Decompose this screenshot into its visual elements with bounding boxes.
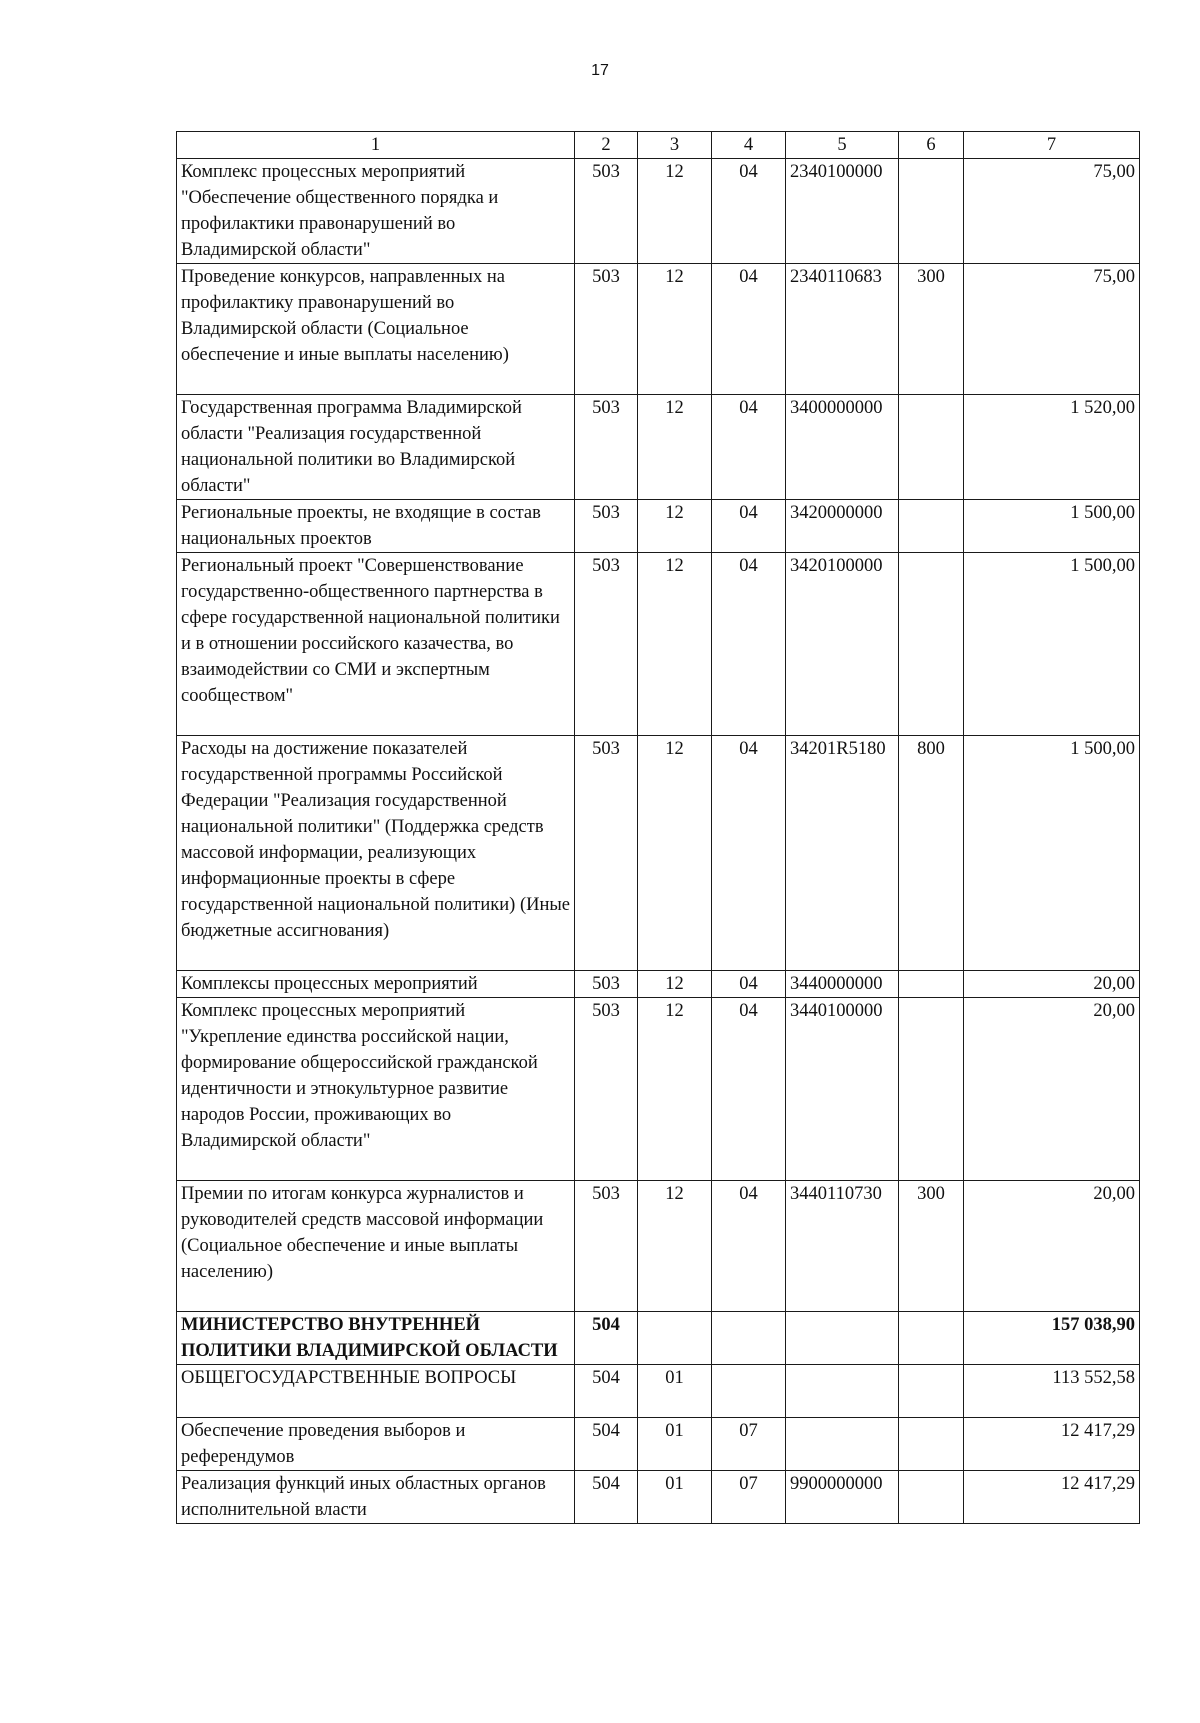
- cell-csr: [786, 1365, 899, 1418]
- cell-pr: 04: [712, 395, 786, 500]
- cell-pr: 04: [712, 553, 786, 736]
- cell-ved: 503: [575, 500, 638, 553]
- cell-ved: 503: [575, 1181, 638, 1312]
- table-row: [177, 1365, 1140, 1418]
- table-row: [177, 736, 1140, 971]
- cell-sum: 20,00: [964, 1181, 1140, 1312]
- cell-sum: 1 520,00: [964, 395, 1140, 500]
- cell-csr: 3440100000: [786, 998, 899, 1181]
- cell-ved: 503: [575, 395, 638, 500]
- cell-name: Комплекс процессных мероприятий "Обеспечение общественного порядка и профилактики правонарушений во Владимирской области": [177, 159, 575, 264]
- cell-sum: 1 500,00: [964, 500, 1140, 553]
- cell-csr: 3420000000: [786, 500, 899, 553]
- cell-sum: 20,00: [964, 998, 1140, 1181]
- cell-rz: 01: [638, 1418, 712, 1471]
- header-col-3: 3: [638, 132, 712, 159]
- budget-table: [176, 131, 1140, 1524]
- cell-pr: 07: [712, 1418, 786, 1471]
- cell-rz: 12: [638, 500, 712, 553]
- cell-name: МИНИСТЕРСТВО ВНУТРЕННЕЙ ПОЛИТИКИ ВЛАДИМИРСКОЙ ОБЛАСТИ: [177, 1312, 575, 1365]
- cell-csr: 2340110683: [786, 264, 899, 395]
- cell-csr: [786, 1418, 899, 1471]
- cell-sum: 75,00: [964, 159, 1140, 264]
- cell-name: Региональный проект "Совершенствование государственно-общественного партнерства в сфере государственной национальной политики и в отношении российского казачества, во взаимодействии со СМИ и экспертным сообществом": [177, 553, 575, 736]
- cell-vr: [899, 1471, 964, 1524]
- page-number: 17: [591, 62, 609, 79]
- table-row: [177, 500, 1140, 553]
- table-header: [177, 132, 1140, 159]
- cell-ved: 503: [575, 264, 638, 395]
- table-body: [177, 159, 1140, 1524]
- cell-rz: 12: [638, 159, 712, 264]
- cell-csr: 9900000000: [786, 1471, 899, 1524]
- cell-csr: 34201R5180: [786, 736, 899, 971]
- cell-name: Расходы на достижение показателей государственной программы Российской Федерации "Реализация государственной национальной политики" (Поддержка средств массовой информации, реализующих информационные проекты в сфере государственной национальной политики) (Иные бюджетные ассигнования): [177, 736, 575, 971]
- cell-rz: 01: [638, 1471, 712, 1524]
- cell-sum: 157 038,90: [964, 1312, 1140, 1365]
- header-col-7: 7: [964, 132, 1140, 159]
- header-col-6: 6: [899, 132, 964, 159]
- cell-rz: 12: [638, 553, 712, 736]
- cell-name: Региональные проекты, не входящие в состав национальных проектов: [177, 500, 575, 553]
- cell-sum: 113 552,58: [964, 1365, 1140, 1418]
- table-row: [177, 264, 1140, 395]
- cell-ved: 503: [575, 736, 638, 971]
- cell-csr: 2340100000: [786, 159, 899, 264]
- cell-pr: 04: [712, 971, 786, 998]
- header-col-5: 5: [786, 132, 899, 159]
- header-col-2: 2: [575, 132, 638, 159]
- cell-name: Комплексы процессных мероприятий: [177, 971, 575, 998]
- table-row: [177, 971, 1140, 998]
- table-row: [177, 395, 1140, 500]
- cell-rz: 12: [638, 1181, 712, 1312]
- cell-ved: 503: [575, 998, 638, 1181]
- cell-name: Премии по итогам конкурса журналистов и руководителей средств массовой информации (Социальное обеспечение и иные выплаты населению): [177, 1181, 575, 1312]
- cell-pr: 04: [712, 264, 786, 395]
- cell-pr: [712, 1365, 786, 1418]
- cell-ved: 503: [575, 971, 638, 998]
- cell-rz: 01: [638, 1365, 712, 1418]
- cell-name: Комплекс процессных мероприятий "Укрепление единства российской нации, формирование общероссийской гражданской идентичности и этнокультурное развитие народов России, проживающих во Владимирской области": [177, 998, 575, 1181]
- cell-ved: 504: [575, 1365, 638, 1418]
- header-col-4: 4: [712, 132, 786, 159]
- cell-csr: 3440000000: [786, 971, 899, 998]
- cell-ved: 503: [575, 159, 638, 264]
- cell-vr: 300: [899, 1181, 964, 1312]
- table-row: [177, 1418, 1140, 1471]
- cell-vr: [899, 971, 964, 998]
- header-row: [177, 132, 1140, 159]
- cell-vr: [899, 500, 964, 553]
- table-row: [177, 998, 1140, 1181]
- table-row: [177, 553, 1140, 736]
- cell-vr: [899, 553, 964, 736]
- cell-rz: 12: [638, 971, 712, 998]
- cell-vr: 800: [899, 736, 964, 971]
- cell-name: Обеспечение проведения выборов и референдумов: [177, 1418, 575, 1471]
- cell-csr: 3420100000: [786, 553, 899, 736]
- cell-name: Государственная программа Владимирской области "Реализация государственной национальной политики во Владимирской области": [177, 395, 575, 500]
- cell-pr: 07: [712, 1471, 786, 1524]
- table-row: [177, 1471, 1140, 1524]
- cell-vr: [899, 998, 964, 1181]
- cell-rz: 12: [638, 998, 712, 1181]
- cell-rz: 12: [638, 264, 712, 395]
- cell-csr: 3440110730: [786, 1181, 899, 1312]
- cell-ved: 504: [575, 1471, 638, 1524]
- cell-rz: 12: [638, 736, 712, 971]
- cell-rz: [638, 1312, 712, 1365]
- cell-vr: [899, 1312, 964, 1365]
- cell-sum: 20,00: [964, 971, 1140, 998]
- cell-ved: 504: [575, 1312, 638, 1365]
- cell-rz: 12: [638, 395, 712, 500]
- cell-csr: [786, 1312, 899, 1365]
- cell-pr: 04: [712, 159, 786, 264]
- table-row: [177, 159, 1140, 264]
- cell-sum: 1 500,00: [964, 736, 1140, 971]
- cell-pr: 04: [712, 998, 786, 1181]
- cell-vr: [899, 1365, 964, 1418]
- cell-sum: 75,00: [964, 264, 1140, 395]
- cell-name: ОБЩЕГОСУДАРСТВЕННЫЕ ВОПРОСЫ: [177, 1365, 575, 1418]
- cell-name: Проведение конкурсов, направленных на профилактику правонарушений во Владимирской области (Социальное обеспечение и иные выплаты населению): [177, 264, 575, 395]
- cell-pr: 04: [712, 736, 786, 971]
- cell-csr: 3400000000: [786, 395, 899, 500]
- cell-pr: 04: [712, 500, 786, 553]
- header-col-1: 1: [177, 132, 575, 159]
- cell-sum: 1 500,00: [964, 553, 1140, 736]
- cell-vr: [899, 395, 964, 500]
- cell-pr: 04: [712, 1181, 786, 1312]
- cell-ved: 503: [575, 553, 638, 736]
- cell-sum: 12 417,29: [964, 1418, 1140, 1471]
- cell-vr: [899, 1418, 964, 1471]
- cell-pr: [712, 1312, 786, 1365]
- table-row: [177, 1312, 1140, 1365]
- cell-ved: 504: [575, 1418, 638, 1471]
- cell-vr: 300: [899, 264, 964, 395]
- cell-vr: [899, 159, 964, 264]
- cell-sum: 12 417,29: [964, 1471, 1140, 1524]
- cell-name: Реализация функций иных областных органов исполнительной власти: [177, 1471, 575, 1524]
- table-row: [177, 1181, 1140, 1312]
